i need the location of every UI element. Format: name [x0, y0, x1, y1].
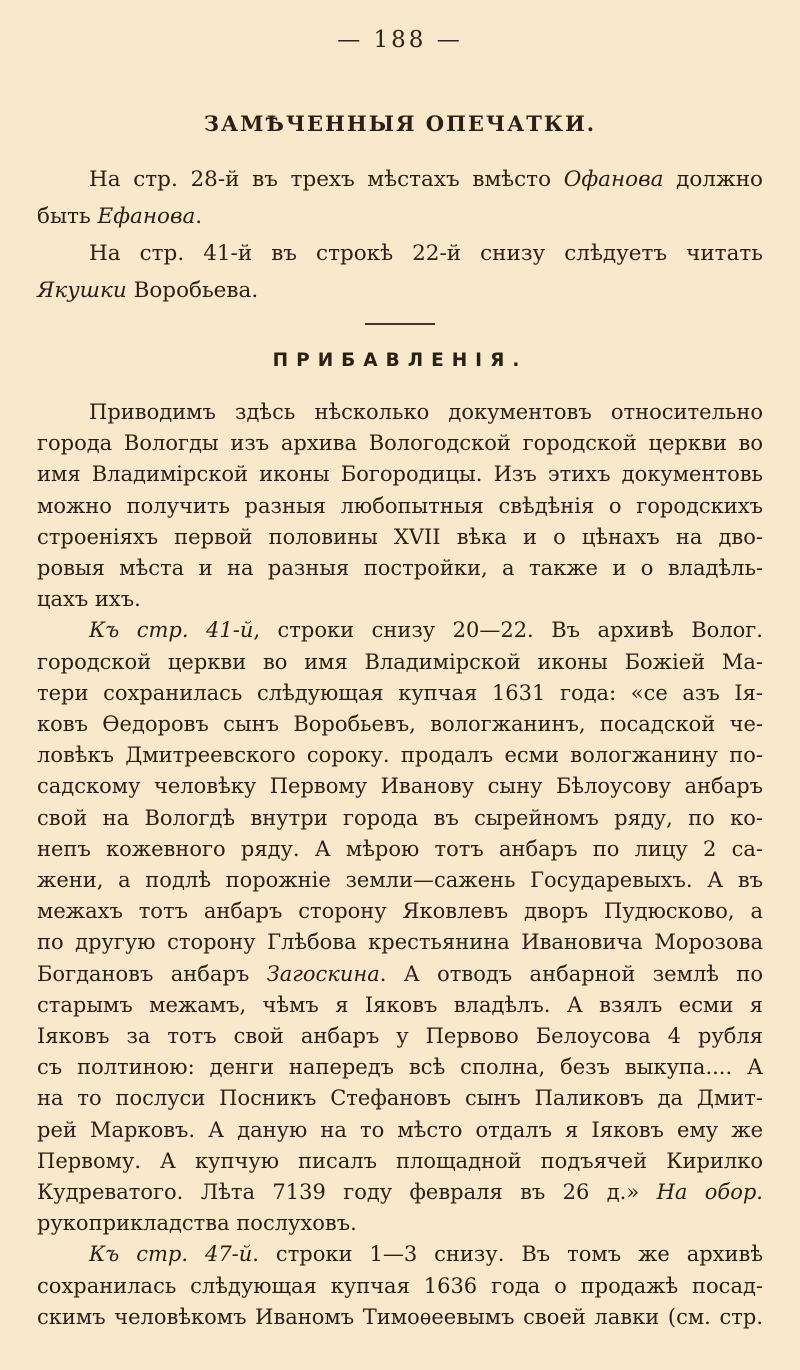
text-segment: . А отводъ анбарной землѣ по — [379, 961, 764, 986]
paragraph — [37, 1239, 763, 1333]
text-line — [37, 834, 763, 865]
text-segment: съ полтиною: денги напередъ всѣ сполна, безъ выкупа.... А — [37, 1055, 763, 1080]
errata-text — [37, 161, 763, 309]
text-line — [37, 647, 763, 678]
text-segment: Воробьева. — [126, 278, 259, 303]
text-line — [37, 1302, 763, 1333]
text-segment: по другую сторону Глѣбова крестьянина Ивановича Морозова — [37, 930, 763, 955]
text-line — [37, 198, 763, 235]
text-segment: На стр. 41-й въ строкѣ 22-й снизу слѣдуетъ читать — [89, 241, 763, 266]
text-line — [37, 1208, 763, 1239]
text-line — [37, 615, 763, 646]
text-segment: тери сохранилась слѣдующая купчая 1631 года: «се азъ Ія- — [37, 680, 763, 705]
text-segment: Первому. А купчую писалъ площадной подъячей Кирилко — [37, 1148, 763, 1173]
text-line — [37, 865, 763, 896]
text-line — [37, 235, 763, 272]
text-segment: непъ кожевного ряду. А мѣрою тотъ анбаръ по лицу 2 са- — [37, 836, 763, 861]
text-segment: межахъ тотъ анбаръ сторону Яковлевъ дворъ Пудюсково, а — [37, 899, 763, 924]
italic-text-segment: Якушки — [37, 278, 127, 303]
paragraph — [37, 397, 763, 615]
text-line — [37, 771, 763, 802]
text-line — [37, 1083, 763, 1114]
text-line — [37, 272, 763, 309]
text-line — [37, 1115, 763, 1146]
text-line — [37, 584, 763, 615]
paragraph — [37, 235, 763, 309]
italic-text-segment: На обор. — [656, 1180, 763, 1205]
text-line — [37, 1146, 763, 1177]
text-segment: на то послуси Посникъ Стефановъ сынъ Паликовъ да Дмит- — [37, 1086, 763, 1111]
additions-title: ПРИБАВЛЕНІЯ. — [272, 350, 528, 371]
paragraph — [37, 615, 763, 1239]
text-line — [37, 1052, 763, 1083]
text-line — [37, 1239, 763, 1270]
section-divider — [365, 323, 435, 325]
text-line — [37, 896, 763, 927]
additions-text — [37, 397, 763, 1333]
page-number: — 188 — — [337, 27, 463, 53]
text-line — [37, 522, 763, 553]
text-line — [37, 1021, 763, 1052]
text-line — [37, 553, 763, 584]
text-line — [37, 1177, 763, 1208]
text-line — [37, 927, 763, 958]
text-segment: Іяковъ за тотъ свой анбаръ у Первово Белоусова 4 рубля — [37, 1024, 763, 1049]
text-segment: свой на Вологдѣ внутри города въ сырейномъ ряду, по ко- — [37, 805, 763, 830]
text-segment: . — [195, 204, 203, 229]
text-line — [37, 428, 763, 459]
italic-text-segment: Къ стр. 47-й — [89, 1242, 253, 1267]
text-segment: ковъ Ѳедоровъ сынъ Воробьевъ, вологжанинъ, посадской че- — [37, 712, 763, 737]
text-segment: Кудреватого. Лѣта 7139 году февраля въ 26 д.» — [37, 1180, 657, 1205]
text-segment: На стр. 28-й въ трехъ мѣстахъ вмѣсто — [89, 167, 564, 192]
italic-text-segment: Загоскина — [266, 961, 380, 986]
text-segment: жени, а подлѣ порожніе земли—сажень Государевыхъ. А въ — [37, 868, 763, 893]
text-segment: строеніяхъ первой половины XVII вѣка и о цѣнахъ на дво- — [37, 524, 763, 549]
text-segment: можно получить разныя любопытныя свѣдѣнія о городскихъ — [37, 493, 763, 518]
text-line — [37, 959, 763, 990]
text-line — [37, 740, 763, 771]
paragraph — [37, 161, 763, 235]
italic-text-segment: Къ стр. 41-й — [89, 618, 254, 643]
text-segment: цахъ ихъ. — [37, 587, 141, 612]
text-line — [37, 161, 763, 198]
text-segment: старымъ межамъ, чѣмъ я Іяковъ владѣлъ. А взялъ есми я — [37, 992, 763, 1017]
text-segment: имя Владимірской иконы Богородицы. Изъ этихъ документовь — [37, 462, 763, 487]
text-line — [37, 803, 763, 834]
text-segment: . строки 1—3 снизу. Въ томъ же архивѣ — [252, 1242, 763, 1267]
text-line — [37, 397, 763, 428]
text-segment: Богдановъ анбаръ — [37, 961, 267, 986]
text-segment: должно — [663, 167, 763, 192]
text-line — [37, 709, 763, 740]
text-segment: , строки снизу 20—22. Въ архивѣ Волог. — [253, 618, 763, 643]
text-line — [37, 491, 763, 522]
italic-text-segment: Офанова — [563, 167, 664, 192]
text-line — [37, 678, 763, 709]
text-line — [37, 459, 763, 490]
text-line — [37, 1271, 763, 1302]
text-segment: городской церкви во имя Владимірской иконы Божіей Ма- — [37, 649, 763, 674]
errata-title: ЗАМѢЧЕННЫЯ ОПЕЧАТКИ. — [203, 111, 597, 136]
text-segment: рей Марковъ. А даную на то мѣсто отдалъ я Іяковъ ему же — [37, 1117, 763, 1142]
text-segment: садскому человѣку Первому Иванову сыну Бѣлоусову анбаръ — [37, 774, 763, 799]
text-line — [37, 990, 763, 1021]
text-segment: Приводимъ здѣсь нѣсколько документовъ относительно — [89, 400, 763, 424]
text-segment: ловѣкъ Дмитреевского сороку. продалъ есми вологжанину по- — [37, 743, 763, 768]
text-segment: скимъ человѣкомъ Иваномъ Тимоѳеевымъ своей лавки (см. стр. — [37, 1304, 763, 1329]
text-segment: сохранилась слѣдующая купчая 1636 года о продажѣ посад- — [37, 1273, 763, 1298]
text-segment: рукоприкладства послуховъ. — [37, 1211, 357, 1236]
italic-text-segment: Ефанова — [97, 204, 196, 229]
text-segment: быть — [37, 204, 98, 229]
text-segment: ровыя мѣста и на разныя постройки, а также и о владѣль- — [37, 556, 763, 581]
text-segment: города Вологды изъ архива Вологодской городской церкви во — [37, 431, 763, 456]
